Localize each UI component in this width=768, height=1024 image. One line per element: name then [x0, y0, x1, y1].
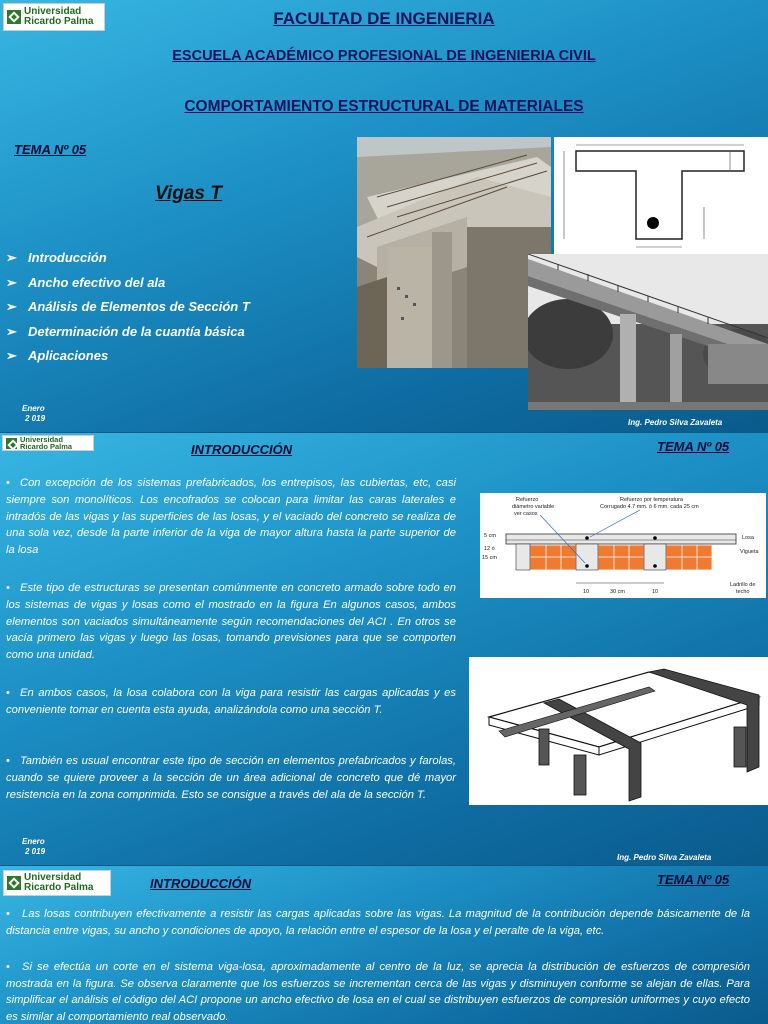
topic-item: ➢ Determinación de la cuantía básica — [6, 323, 245, 339]
fig-label-refuerzo: Refuerzo — [516, 497, 539, 503]
precast-beams-photo — [357, 137, 551, 368]
svg-text:12 ó: 12 ó — [484, 546, 495, 552]
author-label: Ing. Pedro Silva Zavaleta — [617, 853, 712, 862]
svg-text:5 cm: 5 cm — [484, 533, 496, 539]
paragraph: • En ambos casos, la losa colabora con la viga para resistir las cargas aplicadas y es conveniente tomar en cuenta esta ayuda, analizándola como una sección T. — [6, 687, 456, 716]
svg-text:techo: techo — [736, 589, 750, 595]
paragraph: • También es usual encontrar este tipo de sección en elementos prefabricados y farolas, cuando se quiere proveer a la sección de un área adicional de concreto que dé mayor resistencia en la zona comprimida. Esto se consigue a través del ala de la sección T. — [6, 755, 456, 801]
svg-text:Refuerzo por temperatura: Refuerzo por temperatura — [620, 497, 683, 503]
arrow-bullet-icon: ➢ — [6, 274, 17, 290]
topic-item: ➢ Análisis de Elementos de Sección T — [6, 299, 250, 314]
course-title: COMPORTAMIENTO ESTRUCTURAL DE MATERIALES — [184, 98, 584, 115]
university-emblem-icon — [6, 438, 17, 449]
logo-line-1: Universidad — [24, 6, 82, 17]
paragraph: • Las losas contribuyen efectivamente a resistir las cargas aplicadas sobre las vigas. La magnitud de la contribución depende básicamente de la distancia entre vigas, su ancho y condiciones de apoyo, la relación entre el espesor de la losa y el peralte de la viga, etc. — [6, 908, 750, 937]
svg-text:ver casos: ver casos — [514, 511, 538, 517]
slide-2 — [0, 433, 768, 865]
t-section-diagram — [554, 137, 768, 254]
beam-slab-3d-drawing — [469, 657, 768, 805]
svg-text:10: 10 — [583, 589, 590, 595]
school-title: ESCUELA ACADÉMICO PROFESIONAL DE INGENIERIA CIVIL — [172, 48, 596, 64]
paragraph: • Este tipo de estructuras se presentan comúnmente en concreto armado sobre todo en los sistemas de vigas y losas como el mostrado en la figura En algunos casos, ambos elementos son vaciados simultáneamente según recomendaciones del ACI . En otros se vacía primero las vigas y luego las losas, tomando previsiones para que se comporten como una unidad. — [6, 582, 456, 662]
arrow-bullet-icon: ➢ — [6, 323, 17, 339]
logo-line-2: Ricardo Palma — [24, 16, 94, 27]
faculty-title: FACULTAD DE INGENIERIA — [273, 9, 495, 28]
svg-text:diámetro variable: diámetro variable — [512, 504, 555, 510]
university-logo: Universidad Ricardo Palma — [3, 870, 111, 896]
arrow-bullet-icon: ➢ — [6, 299, 17, 314]
topic-item: ➢ Ancho efectivo del ala — [6, 274, 166, 290]
paragraph: • Con excepción de los sistemas prefabricados, los entrepisos, las cubiertas, etc, casi siempre son monolíticos. Los encofrados se colocan para limitar las caras laterales e intradós de las vigas y las superficies de las losas, y el vaciado del concreto se realiza de una sola vez, desde la parte inferior de la viga de mayor altura hasta la parte superior de la losa — [6, 477, 456, 557]
slide-3 — [0, 866, 768, 1024]
arrow-bullet-icon: ➢ — [6, 250, 17, 265]
svg-text:Ladrillo de: Ladrillo de — [730, 582, 756, 588]
date-label: Enero 2 019 — [22, 837, 46, 856]
tema-label: TEMA Nº 05 — [657, 872, 730, 887]
slab-section-figure — [480, 493, 766, 598]
svg-text:15 cm: 15 cm — [482, 555, 497, 561]
tema-label: TEMA Nº 05 — [14, 142, 87, 157]
svg-text:Losa: Losa — [742, 535, 754, 541]
paragraph: • Si se efectúa un corte en el sistema viga-losa, aproximadamente al centro de la luz, se aprecia la distribución de esfuerzos de compresión mostrada en la figura. Se observa claramente que los esfuerzos se incrementan cerca de las vigas y disminuyen conforme se alejan de ellas. Para simplificar el análisis el código del ACI propone un ancho efectivo de losa en el cual se distribuyen esfuerzos de compresión uniformes y cuyo efecto es similar al comportamiento real observado. — [6, 961, 750, 1023]
topic-title: Vigas T — [155, 183, 222, 204]
svg-text:Vigueta: Vigueta — [740, 549, 759, 555]
pedestrian-bridge-photo — [528, 254, 768, 410]
arrow-bullet-icon: ➢ — [6, 348, 17, 363]
topic-item: ➢ Aplicaciones — [6, 348, 109, 363]
topic-item: ➢ Introducción — [6, 250, 107, 265]
topic-list — [6, 250, 250, 373]
date-label: Enero 2 019 — [22, 404, 46, 423]
section-title: INTRODUCCIÓN — [150, 876, 252, 891]
svg-text:30 cm: 30 cm — [610, 589, 625, 595]
svg-text:10: 10 — [652, 589, 659, 595]
university-logo: Universidad Ricardo Palma — [2, 435, 94, 451]
slide-1 — [0, 0, 768, 432]
university-emblem-icon — [7, 876, 21, 890]
svg-text:Corrugado 4.7 mm. ó 6 mm. cada: Corrugado 4.7 mm. ó 6 mm. cada 25 cm — [600, 504, 699, 510]
author-label: Ing. Pedro Silva Zavaleta — [628, 418, 723, 427]
section-title: INTRODUCCIÓN — [191, 442, 293, 457]
tema-label: TEMA Nº 05 — [657, 439, 730, 454]
